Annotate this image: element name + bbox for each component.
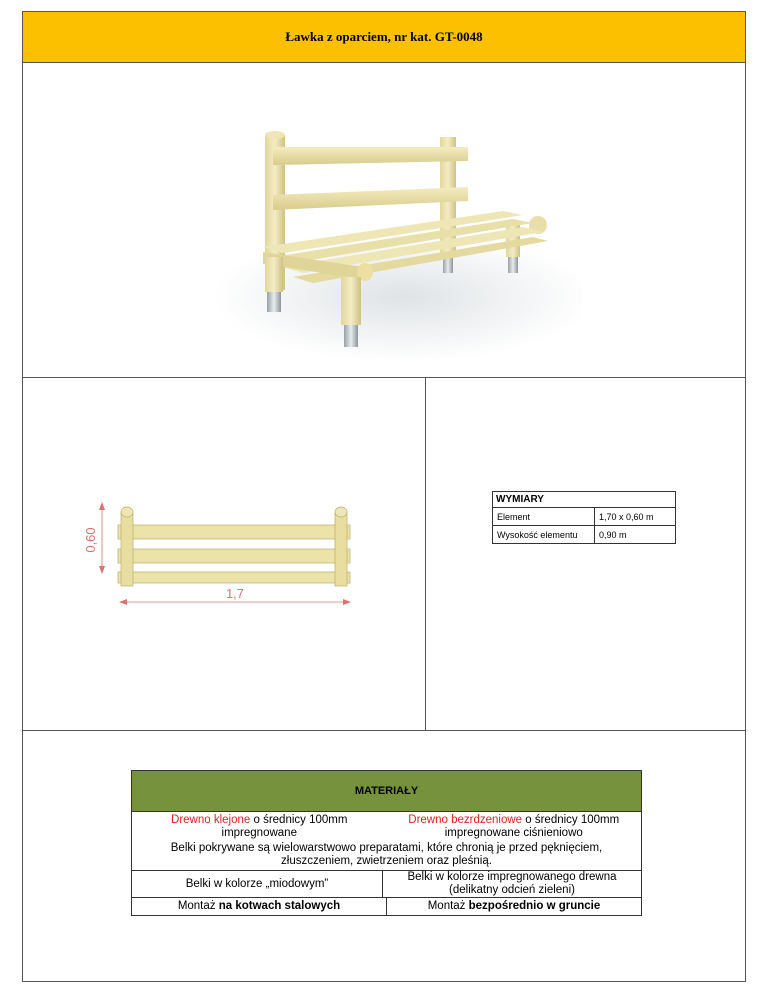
materials-header: MATERIAŁY [132,771,641,812]
dimension-label: Wysokość elementu [493,526,595,544]
material-option-right [387,812,642,842]
material-desc: o średnicy 100mm impregnowane ciśnieniowo [444,814,620,839]
table-row [132,897,641,915]
title-bar [23,12,745,63]
mounting-right [386,898,641,915]
color-right: Belki w kolorze impregnowanego drewna (delikatny odcień zieleni) [382,871,641,897]
material-option-left [132,812,387,842]
coating-note: Belki pokrywane są wielowarstwowo preparatami, które chronią je przed pęknięciem, złuszczeniem, zwietrzeniem oraz pleśnią. [170,842,603,867]
section-divider [23,730,745,731]
table-row [493,526,676,544]
dimensions-table [492,491,676,544]
technical-drawing [83,492,383,622]
table-row [493,508,676,526]
column-divider [425,377,426,730]
spec-sheet [22,11,746,982]
section-divider [23,377,745,378]
mounting-method: bezpośrednio w gruncie [468,900,601,912]
dimensions-header-row [493,492,676,508]
dimension-value: 0,90 m [595,526,676,544]
mounting-left [132,898,386,915]
table-row [132,870,641,897]
material-name: Drewno klejone [171,814,251,826]
materials-table [131,770,642,916]
mounting-prefix: Montaż [177,900,219,912]
page-title: Ławka z oparciem, nr kat. GT-0048 [285,29,483,44]
mounting-prefix: Montaż [427,900,469,912]
dimension-value: 1,70 x 0,60 m [595,508,676,526]
mounting-method: na kotwach stalowych [218,900,341,912]
table-row [132,812,641,842]
height-dimension-label: 0,60 [83,527,98,553]
dimension-label: Element [493,508,595,526]
dimensions-header: WYMIARY [493,492,676,508]
width-dimension-label: 1,7 [225,586,245,601]
color-left: Belki w kolorze „miodowym” [185,877,329,890]
material-desc: o średnicy 100mm impregnowane [221,814,348,839]
material-name: Drewno bezrdzeniowe [408,814,523,826]
bench-render-image [203,107,583,367]
